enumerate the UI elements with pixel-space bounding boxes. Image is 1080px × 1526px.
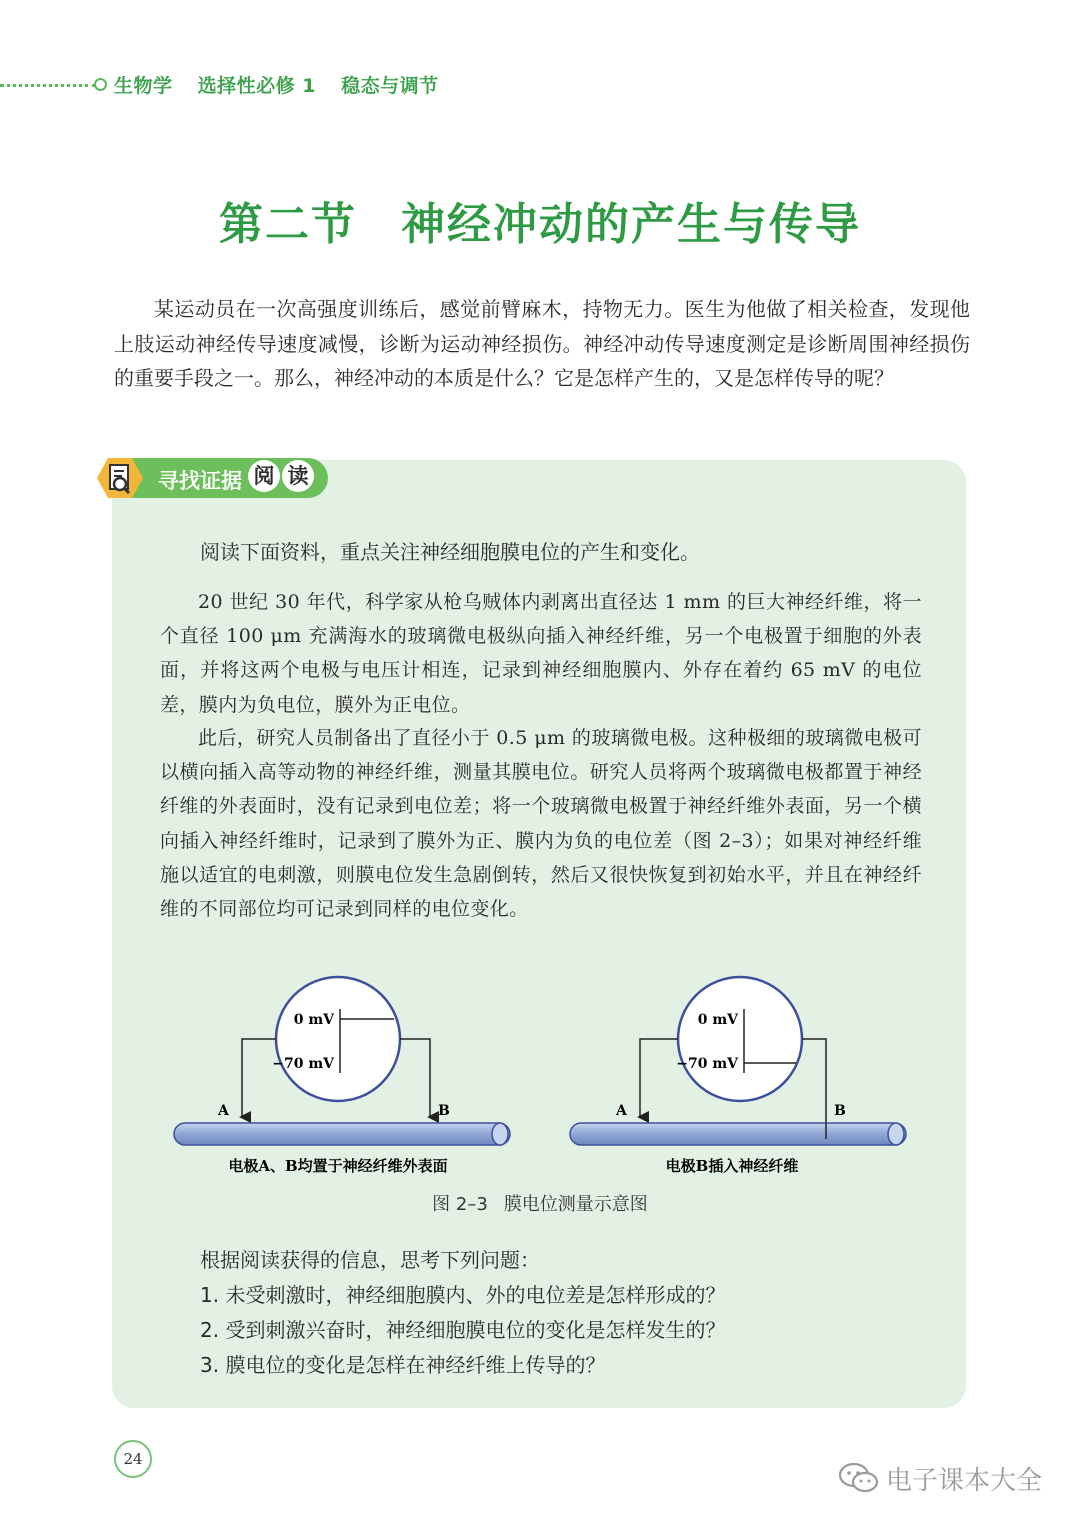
diagram-right-label: 电极B插入神经纤维 [665,1157,799,1175]
voltmeter-dial-left [276,977,400,1101]
nerve-fiber-right [570,1123,906,1145]
figure-number: 图 2–3 [432,1194,488,1215]
section-number: 第二节 [219,199,357,250]
running-header [114,71,457,98]
questions-lead: 根据阅读获得的信息，思考下列问题： [200,1248,540,1272]
question-1: 1. 未受刺激时，神经细胞膜内、外的电位差是怎样形成的？ [200,1283,726,1307]
nerve-fiber-left [174,1123,510,1145]
reading-tag [96,456,332,500]
intro-paragraph: 某运动员在一次高强度训练后，感觉前臂麻木，持物无力。医生为他做了相关检查，发现他上肢运动神经传导速度减慢，诊断为运动神经损伤。神经冲动传导速度测定是诊断周围神经损伤的重要手段之一。那么，神经冲动的本质是什么？它是怎样产生的，又是怎样传导的呢？ [114,297,970,390]
reading-paragraph-1: 20 世纪 30 年代，科学家从枪乌贼体内剥离出直径达 1 mm 的巨大神经纤维，将一个直径 100 μm 充满海水的玻璃微电极纵向插入神经纤维，另一个电极置于细胞的外表面，并将这两个电极与电压计相连，记录到神经细胞膜内、外存在着约 65 mV 的电位差，膜内为负电位，膜外为正电位。 [160,591,922,716]
electrode-a-label-right: A [616,1103,627,1119]
header-ring-icon [94,78,107,91]
diagram-left [174,977,510,1175]
dial-zero-label-left: 0 mV [293,1012,334,1028]
page-number: 24 [114,1440,152,1478]
diagram-left-label: 电极A、B均置于神经纤维外表面 [228,1157,448,1175]
electrode-b-label-right: B [834,1103,846,1119]
electrode-a-label-left: A [218,1103,229,1119]
header-subject: 生物学 [114,75,173,97]
voltmeter-dial-right [678,977,802,1101]
membrane-potential-diagram [160,975,930,1180]
wechat-icon [838,1462,880,1494]
electrode-a-left [242,1039,276,1117]
dial-neg-label-left: −70 mV [272,1056,334,1072]
header-dotted-line [0,84,96,87]
header-book: 选择性必修 1 [197,75,316,97]
figure-title: 膜电位测量示意图 [503,1194,648,1215]
figure-caption [0,1190,1080,1216]
electrode-b-left [400,1039,430,1117]
diagram-right [570,977,906,1175]
electrode-a-right [640,1039,678,1117]
electrode-b-label-left: B [438,1103,450,1119]
section-title [0,188,1080,252]
reading-paragraph-2: 此后，研究人员制备出了直径小于 0.5 μm 的玻璃微电极。这种极细的玻璃微电极可以横向插入高等动物的神经纤维，测量其膜电位。研究人员将两个玻璃微电极都置于神经纤维的外表面时，没有记录到电位差；将一个玻璃微电极置于神经纤维外表面，另一个横向插入神经纤维时，记录到了膜外为正、膜内为负的电位差（图 2–3）；如果对神经纤维施以适宜的电刺激，则膜电位发生急剧倒转，然后又很快恢复到初始水平，并且在神经纤维的不同部位均可记录到同样的电位变化。 [160,727,922,921]
section-name: 神经冲动的产生与传导 [401,199,861,250]
question-2: 2. 受到刺激兴奋时，神经细胞膜电位的变化是怎样发生的？ [200,1318,726,1342]
dial-neg-label-right: −70 mV [676,1056,738,1072]
watermark-text: 电子课本大全 [886,1466,1043,1496]
dial-zero-label-right: 0 mV [697,1012,738,1028]
magnifier-document-icon [96,456,144,500]
header-unit: 稳态与调节 [341,75,439,97]
question-3: 3. 膜电位的变化是怎样在神经纤维上传导的？ [200,1353,606,1377]
reading-lead: 阅读下面资料，重点关注神经细胞膜电位的产生和变化。 [200,540,700,564]
tag-char-2: 读 [282,460,314,492]
tag-char-1: 阅 [248,460,280,492]
tag-prefix: 寻找证据 [158,469,242,493]
